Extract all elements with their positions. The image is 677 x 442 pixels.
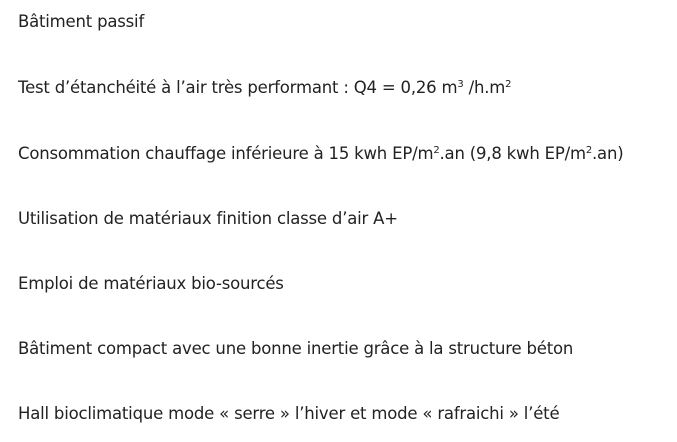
feature-compact-building bbox=[18, 338, 573, 360]
line-text-mid: /h.m bbox=[463, 78, 506, 97]
feature-finishing-materials bbox=[18, 208, 398, 230]
feature-bio-sourced-materials bbox=[18, 273, 284, 295]
feature-bioclimatic-hall bbox=[18, 403, 559, 425]
feature-passive-building bbox=[18, 11, 144, 33]
feature-heating-consumption bbox=[18, 143, 623, 165]
superscript: 3 bbox=[457, 79, 464, 90]
line-text: Bâtiment passif bbox=[18, 12, 145, 31]
line-text: Test d’étanchéité à l’air très performant : Q4 = 0,26 m bbox=[18, 78, 458, 97]
line-text: Hall bioclimatique mode « serre » l’hiver et mode « rafraichi » l’été bbox=[18, 404, 560, 423]
superscript: 2 bbox=[585, 145, 593, 156]
superscript: 2 bbox=[505, 79, 512, 90]
line-text-post: .an) bbox=[592, 144, 624, 163]
line-text: Consommation chauffage inférieure à 15 kwh EP/m bbox=[18, 144, 434, 163]
line-text: Bâtiment compact avec une bonne inertie grâce à la structure béton bbox=[18, 339, 574, 358]
feature-airtightness-test bbox=[18, 77, 511, 99]
line-text-mid: .an (9,8 kwh EP/m bbox=[439, 144, 586, 163]
line-text: Utilisation de matériaux finition classe d’air A+ bbox=[18, 209, 398, 228]
superscript: 2 bbox=[433, 145, 440, 156]
line-text: Emploi de matériaux bio-sourcés bbox=[18, 274, 284, 293]
